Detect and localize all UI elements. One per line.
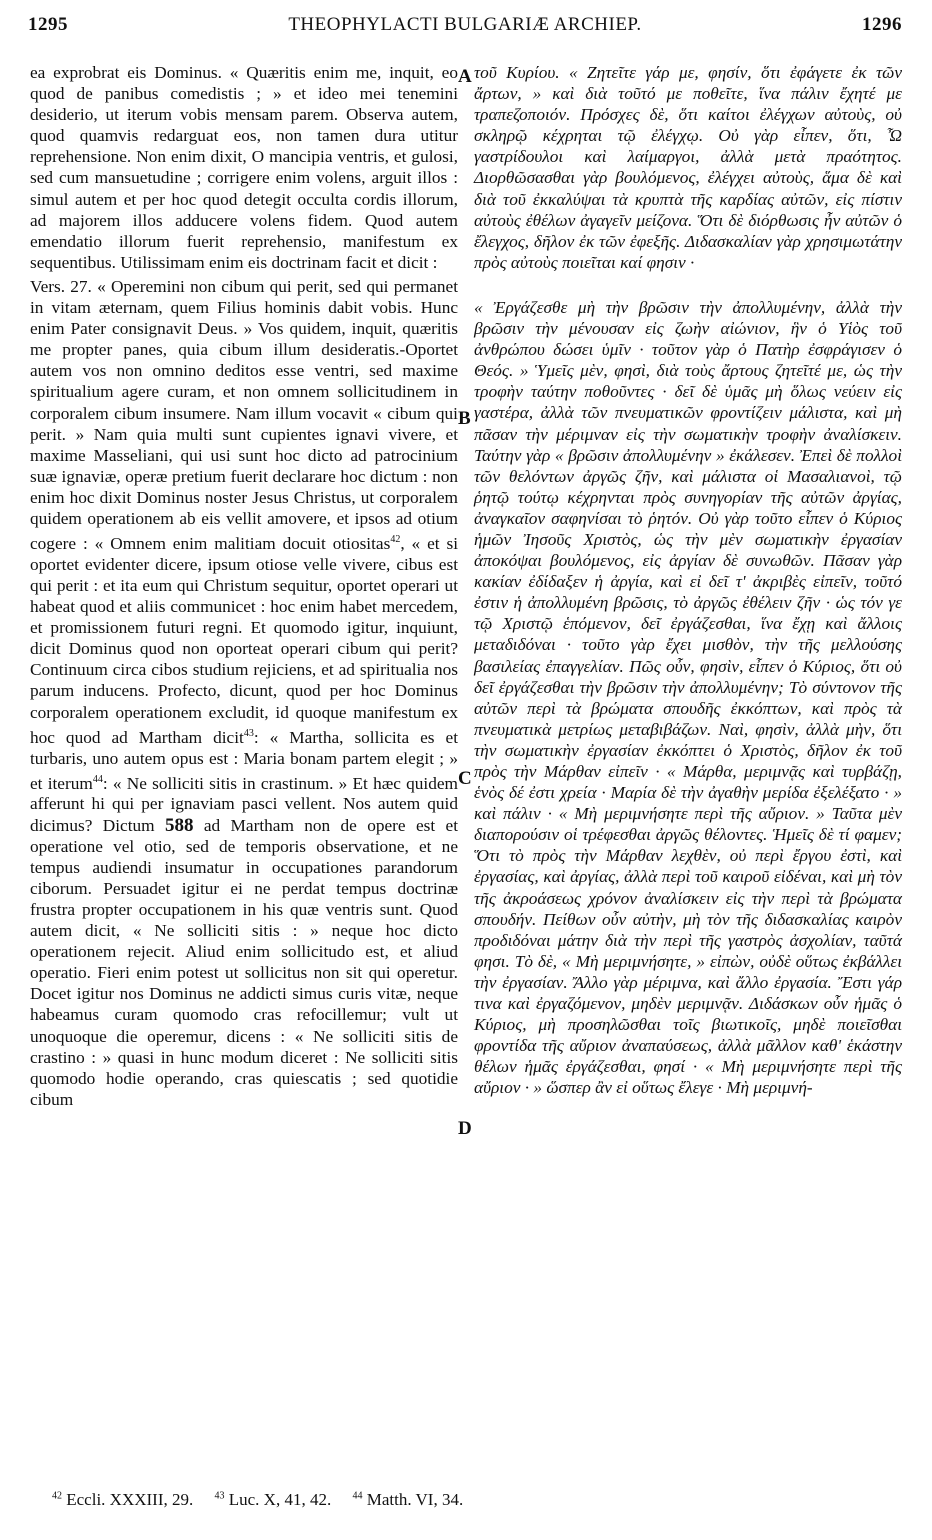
footnote-number: 43 (214, 1490, 225, 1502)
footnote-text: Luc. X, 41, 42. (228, 1490, 332, 1509)
right-page-number: 1296 (862, 14, 902, 35)
section-marker-a: A (458, 66, 472, 87)
left-page-number: 1295 (28, 14, 68, 35)
footnote-text: Matth. VI, 34. (366, 1490, 464, 1509)
latin-text: Vers. 27. « Operemini non cibum qui perit, sed qui permanet in vitam æternam, quem Filius hominis dabit vobis. Hunc enim Pater consignavit Deus. » Vos quidem, inquit, quæritis me propter panes, quia cibum illum desideratis.-Oportet autem vos non omnino deditos esse ventri, sed maxime spiritualium agere curam, et non omnem sollicitudinem in corporalem cibum insumere. Nam illum vocavit « cibum qui perit. » Nam quia multi sunt cupientes ignavi vivere, et maxime Masseliani, qui usi sunt hoc dicto ad patrocinium suæ ignaviæ, operæ pretium fuerit declarare hoc dictum : non enim hoc dixit Dominus noster Jesus Christus, ut corporalem quidem operationem ab eis vellit amovere, et ipsos ad otium cogere : « Omnem enim malitiam docuit otiositas (30, 276, 458, 553)
latin-paragraph-1: ea exprobrat eis Dominus. « Quæritis enim me, inquit, eo quod de panibus comedistis ; » et ideo mei tenemini desiderio, ut iterum vobis mensam parem. Observa autem, quod quamvis redarguat eos, non tamen dura utitur reprehensione. Non enim dixit, O mancipia ventris, et gulosi, sed cum mansuetudine ; corrigere enim volens, arguit illos : simul autem et per hoc quod detegit occulta cordis illorum, ad majorem illos adducere volens fidem. Quod autem emendatio illorum fuerit reprehensio, manifestum ex sequentibus. Utilissimam enim eis doctrinam facit et dicit : (30, 63, 458, 272)
footnote-number: 44 (352, 1490, 363, 1502)
footnote-ref: 42 (390, 534, 401, 546)
greek-column (474, 62, 902, 1099)
greek-paragraph-1: τοῦ Κυρίου. « Ζητεῖτε γάρ με, φησίν, ὅτι ἐφάγετε ἐκ τῶν ἄρτων, » καὶ διὰ τοῦτό με ποθεῖτε, ἵνα πάλιν ἔχητέ με τραπεζοποιόν. Πρόσχες δὲ, ὅτι καίτοι ἐλέγχων αὐτοὺς, οὐ σκληρῷ κέχρηται τῷ ἐλέγχῳ. Οὐ γὰρ εἶπεν, ὅτι, Ὦ γαστρίδουλοι καὶ λαίμαργοι, ἀλλὰ μετὰ πραότητος. Διορθῶσασθαι γὰρ βουλόμενος, ἐλέγχει αὐτοὺς, ἅμα δὲ καὶ διὰ τοῦ ἐκκαλύψαι τὰ κρυπτὰ τῆς καρδίας αὐτῶν, εἰς πίστιν αὐτοὺς ἐθέλων ἀγαγεῖν μείζονα. Ὅτι δὲ διόρθωσις ἦν αὐτῶν ὁ ἔλεγχος, δῆλον ἐκ τῶν ἐφεξῆς. Διδασκαλίαν γὰρ χρησιμωτάτην πρὸς αὐτοὺς ποιεῖται καί φησιν · (474, 63, 902, 272)
latin-text: : « Martha, sollicita es et turbaris, uno autem opus est : Maria bonam partem elegit ; » et iterum (30, 727, 458, 793)
column-number: 588 (164, 814, 194, 836)
latin-text: ad Martham non de opere est et operatione vel otio, sed de temporis observatione, et ne tempus audiendi insumatur in occupationes parandorum ciborum. Persuadet igitur ei ne perdat tempus doctrinæ frustra propter occupationem in his quæ ventris sunt. Quod autem dicit, « Ne solliciti sitis : » neque hoc dicto operationem rejecit. Aliud enim sollicitudo est, et aliud operatio. Fieri enim potest ut sollicitus non sit qui operetur. Docet igitur nos Dominus ne addicti simus curis vitæ, neque habeamus curam quomodo cras refocillemur; vult ut unoquoque die operemur, dicens : « Ne solliciti sitis de crastino : » quasi in hunc modum diceret : Ne solliciti sitis quomodo hodie operando, cras quiescatis ; sed quotidie cibum (30, 815, 458, 1109)
latin-text: : « Ne solliciti sitis in crastinum. » Et hæc quidem afferunt hi qui per ignaviam pasci vellent. Nos autem quid dicimus? Dictum (30, 773, 458, 835)
running-title: THEOPHYLACTI BULGARIÆ ARCHIEP. (288, 14, 642, 35)
footnote-text: Eccli. XXXIII, 29. (66, 1490, 194, 1509)
latin-column (30, 62, 458, 1110)
footnote-ref: 44 (92, 773, 103, 785)
greek-paragraph-2: « Ἐργάζεσθε μὴ τὴν βρῶσιν τὴν ἀπολλυμένην, ἀλλὰ τὴν βρῶσιν τὴν μένουσαν εἰς ζωὴν αἰώνιον, ἣν ὁ Υἱὸς τοῦ ἀνθρώπου δώσει ὑμῖν · τοῦτον γὰρ ὁ Πατὴρ ἐσφράγισεν ὁ Θεός. » Ὑμεῖς μὲν, φησὶ, διὰ τοὺς ἄρτους ζητεῖτέ με, ὡς τὴν τροφὴν ταύτην ποθοῦντες · δεῖ δὲ ὑμᾶς μὴ ὅλως νεύειν εἰς γαστέρα, ἀλλὰ τῶν πνευματικῶν φροντίζειν μάλιστα, καὶ μὴ πᾶσαν τὴν μέριμναν εἰς τὴν σωματικὴν τροφὴν ἀναλίσκειν. Ταύτην γὰρ « βρῶσιν ἀπολλυμένην » ἐκάλεσεν. Ἐπεὶ δὲ πολλοὶ τῶν θελόντων ἀργῶς ζῆν, καὶ μάλιστα οἱ Μασαλιανοὶ, τῷ ῥητῷ τούτῳ κέχρηνται πρὸς συνηγορίαν τῆς αὐτῶν ἀργίας, ἀναγκαῖον σαφηνίσαι τὸ ῥητόν. Οὐ γὰρ τοῦτο εἶπεν ὁ Κύριος ἡμῶν Ἰησοῦς Χριστὸς, ὡς τὴν μὲν σωματικὴν ἐργασίαν ἀποκόψαι βουλόμενος, εἰς ἀργίαν δὲ συνωθῶν. Πᾶσαν γὰρ κακίαν ἐδίδαξεν ἡ ἀργία, καὶ εἰ δεῖ τ' ἀκριβὲς εἰπεῖν, τοῦτό ἐστιν ἡ ἀπολλυμένη βρῶσις, τὸ ἀργῶς ἐθέλειν ζῆν · ὡς τόν γε τῷ Χριστῷ ἑπόμενον, δεῖ ἐργάζεσθαι, ἵνα ἔχῃ καὶ ἄλλοις μεταδιδόναι · τοῦτο γὰρ ἔχει μισθὸν, τὴν τῆς μελλούσης βασιλείας ἐπαγγελίαν. Πῶς οὖν, φησὶν, εἶπεν ὁ Κύριος, ὅτι οὐ δεῖ ἐργάζεσθαι τὴν βρῶσιν τὴν ἀπολλυμένην; Τὸ σύντονον τῆς αὐτῶν περὶ τὰ βρώματα σπουδῆς ἐκκόπτων, καὶ πρὸς τὰ πνευματικὰ μετρίως μεταβιβάζων. Ναὶ, φησὶν, ἀλλὰ μὴν, ὅτι τὴν σωματικὴν ἐργασίαν ἐκκόπτει ὁ Χριστὸς, δῆλον ἐκ τοῦ πρὸς τὴν Μάρθαν εἰπεῖν · « Μάρθα, μεριμνᾷς καὶ τυρβάζῃ, ἑνὸς δέ ἐστι χρεία · Μαρία δὲ τὴν ἀγαθὴν μερίδα ἐξελέξατο · » καὶ πάλιν · « Μὴ μεριμνήσητε περὶ τῆς αὔριον. » Ταῦτα μὲν διαπορούσιν οἱ τρέφεσθαι ἀργῶς θέλοντες. Ἡμεῖς δὲ τί φαμεν; Ὅτι τὸ πρὸς τὴν Μάρθαν λεχθὲν, οὐ περὶ ἔργου ἐστὶ, καὶ ἐργασίας, καὶ ἀργίας, ἀλλὰ περὶ τοῦ καιροῦ εἰδέναι, καὶ μὴ τὸν τῆς ἀκροάσεως χρόνον ἀναλίσκειν εἰς τὴν περὶ τὰ βρώματα σπουδήν. Πείθων οὖν αὐτὴν, μὴ τὸν τῆς διδασκαλίας καιρὸν προδιδόναι μάτην διὰ τὴν περὶ τῆς γαστρὸς ἀσχολίαν, ταῦτά φησι. Τὸ δὲ, « Μὴ μεριμνήσητε, » εἰπὼν, οὐδὲ οὕτως ἐκβάλλει τὴν ἐργασίαν. Ἄλλο γὰρ μέριμνα, καὶ ἄλλο ἐργασία. Ἔστι γάρ τινα καὶ ἐργαζόμενον, μηδὲν μεριμνᾷν. Διδάσκων οὖν ἡμᾶς ὁ Κύριος, μὴ προσηλῶσθαι τοῖς βιωτικοῖς, μηδὲ ποιεῖσθαι φροντίδα τῆς αὔριον ἀναπαύσεως, ἀλλὰ μᾶλλον καθ' ἑκάστην θέλων ἡμᾶς ἐργάζεσθαι, φησί · « Μὴ μεριμνήσητε περὶ τῆς αὔριον · » ὥσπερ ἂν εἰ οὕτως ἔλεγε · Μὴ μεριμνή- (474, 297, 902, 1098)
running-header (28, 14, 902, 44)
latin-text: , « et si oportet evidenter dicere, ipsum otiose velle vivere, cibus est qui perit : et ita eum qui Christum sequitur, oportet operari ut habeat quod et aliis communicet : hoc enim habet mercedem, et promissionem futuri regni. Et quomodo igitur, inquiunt, dicit Dominus quod non oporteat operari cibum qui perit? Continuum circa cibos studium rejiciens, et ad spiritualia nos parum inducens. Profecto, dicunt, quod per hoc Dominus corporalem operationem excludit, id quoque manifestum ex hoc quod ad Martham dicit (30, 533, 458, 747)
latin-paragraph-2 (30, 276, 458, 1110)
section-marker-d: D (458, 1118, 472, 1139)
footnote-ref: 43 (243, 727, 254, 739)
section-marker-c: C (458, 768, 472, 789)
footnote-number: 42 (52, 1490, 62, 1502)
section-marker-b: B (458, 408, 471, 429)
footnotes (52, 1490, 463, 1510)
